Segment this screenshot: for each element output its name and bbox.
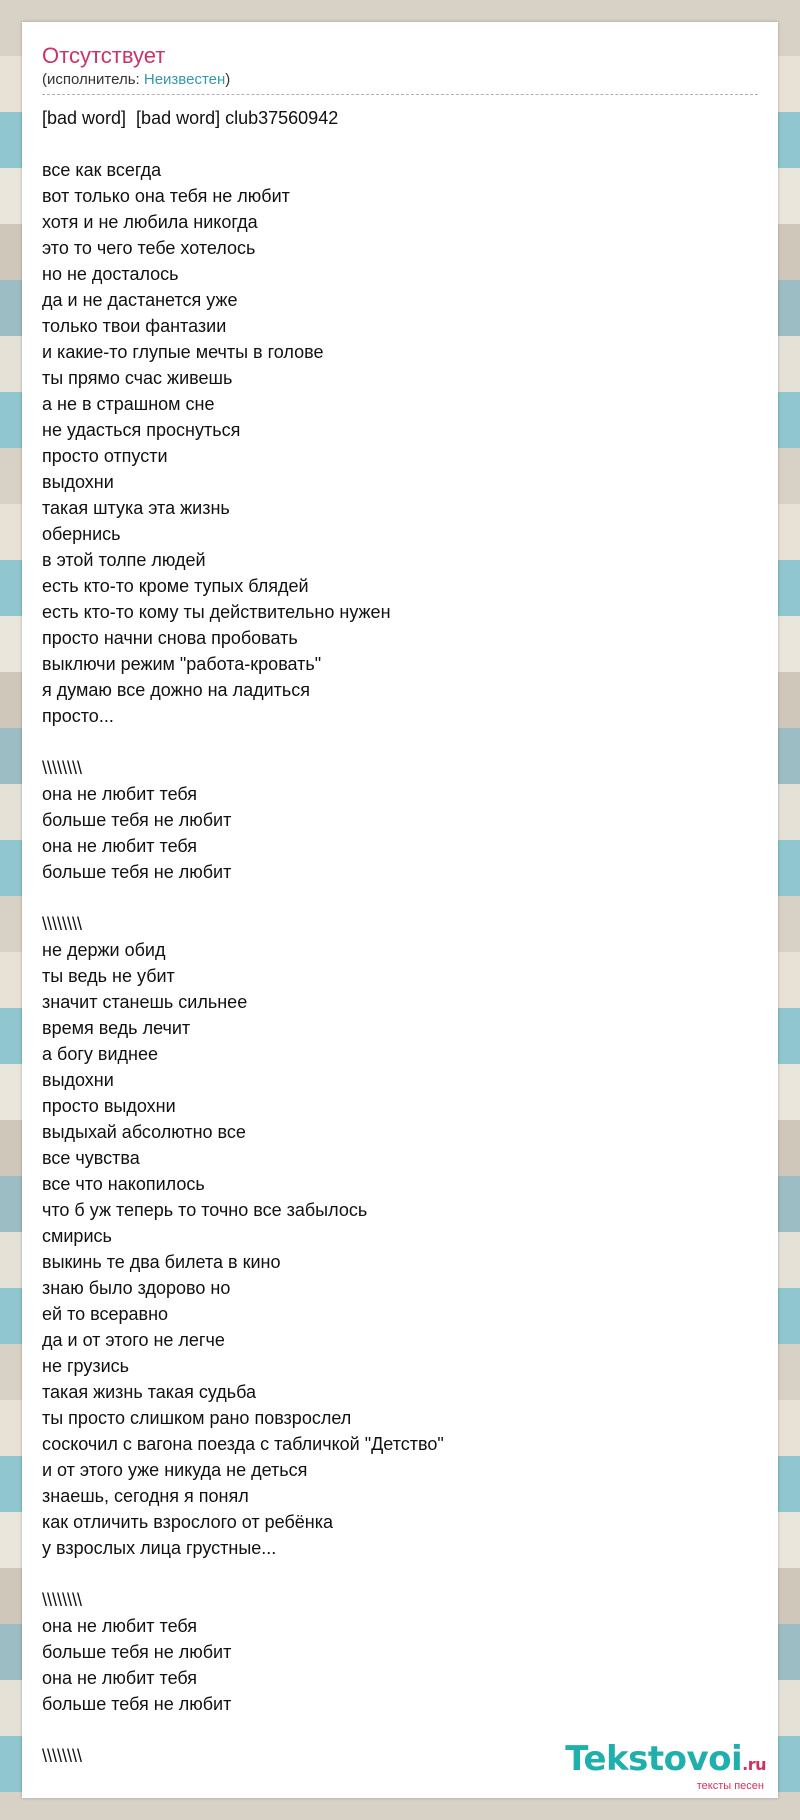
lyric-line: это то чего тебе хотелось — [42, 238, 256, 258]
logo-name: Tekstovoi — [565, 1739, 743, 1779]
lyric-line: и какие-то глупые мечты в голове — [42, 342, 324, 362]
lyric-line: знаешь, сегодня я понял — [42, 1486, 249, 1506]
lyric-line: вот только она тебя не любит — [42, 186, 290, 206]
lyric-line: просто отпусти — [42, 446, 168, 466]
lyric-line: больше тебя не любит — [42, 1694, 232, 1714]
lyric-line: ты ведь не убит — [42, 966, 175, 986]
logo-tagline: тексты песен — [696, 1780, 764, 1792]
lyric-line: \\\\\\\\ — [42, 1590, 83, 1610]
lyric-line — [42, 1561, 758, 1587]
lyric-line: выкинь те два билета в кино — [42, 1252, 281, 1272]
lyric-line — [42, 131, 758, 157]
artist-suffix: ) — [225, 71, 231, 88]
lyric-line: есть кто-то кому ты действительно нужен — [42, 602, 391, 622]
lyric-line: просто... — [42, 706, 114, 726]
lyric-line: выдыхай абсолютно все — [42, 1122, 246, 1142]
lyric-line: просто начни снова пробовать — [42, 628, 298, 648]
lyric-line: \\\\\\\\ — [42, 914, 83, 934]
logo-tld: .ru — [742, 1755, 766, 1774]
site-logo[interactable] — [565, 1740, 766, 1792]
lyric-line: больше тебя не любит — [42, 810, 232, 830]
lyric-line: она не любит тебя — [42, 1668, 198, 1688]
lyric-line: да и от этого не легче — [42, 1330, 225, 1350]
lyric-line: как отличить взрослого от ребёнка — [42, 1512, 333, 1532]
lyric-line: она не любит тебя — [42, 784, 198, 804]
lyric-line: ей то всеравно — [42, 1304, 169, 1324]
artist-prefix: (исполнитель: — [42, 71, 144, 88]
lyric-line: да и не дастанется уже — [42, 290, 238, 310]
lyric-line: не грузись — [42, 1356, 130, 1376]
lyric-line: выключи режим "работа-кровать" — [42, 654, 322, 674]
lyric-line: у взрослых лица грустные... — [42, 1538, 277, 1558]
lyric-line: больше тебя не любит — [42, 862, 232, 882]
lyric-line — [42, 885, 758, 911]
lyric-line: что б уж теперь то точно все забылось — [42, 1200, 368, 1220]
lyric-line: и от этого уже никуда не деться — [42, 1460, 308, 1480]
lyric-line: больше тебя не любит — [42, 1642, 232, 1662]
lyric-line: значит станешь сильнее — [42, 992, 248, 1012]
lyric-line: я думаю все дожно на ладиться — [42, 680, 311, 700]
lyric-line: но не досталось — [42, 264, 179, 284]
lyric-line: ты просто слишком рано повзрослел — [42, 1408, 352, 1428]
lyric-line: все чувства — [42, 1148, 140, 1168]
lyric-line: выдохни — [42, 1070, 114, 1090]
lyric-line: выдохни — [42, 472, 114, 492]
lyric-line: есть кто-то кроме тупых блядей — [42, 576, 309, 596]
lyric-line: ты прямо счас живешь — [42, 368, 233, 388]
lyric-line: хотя и не любила никогда — [42, 212, 258, 232]
lyric-line: не удасться проснуться — [42, 420, 241, 440]
lyric-line: она не любит тебя — [42, 836, 198, 856]
artist-line — [42, 70, 758, 95]
lyric-line: время ведь лечит — [42, 1018, 191, 1038]
lyric-line: смирись — [42, 1226, 112, 1246]
lyric-line — [42, 729, 758, 755]
artist-link[interactable]: Неизвестен — [143, 71, 226, 88]
lyric-line: \\\\\\\\ — [42, 758, 83, 778]
lyric-line: такая жизнь такая судьба — [42, 1382, 257, 1402]
lyric-line: только твои фантазии — [42, 316, 227, 336]
lyric-line: а богу виднее — [42, 1044, 158, 1064]
lyrics-text — [42, 105, 758, 1769]
lyric-line: знаю было здорово но — [42, 1278, 231, 1298]
lyric-line: она не любит тебя — [42, 1616, 198, 1636]
lyric-line: а не в страшном сне — [42, 394, 215, 414]
lyric-line: такая штука эта жизнь — [42, 498, 230, 518]
lyric-line: в этой толпе людей — [42, 550, 206, 570]
lyrics-card — [22, 22, 778, 1798]
lyric-line: не держи обид — [42, 940, 166, 960]
song-title: Отсутствует — [42, 43, 166, 68]
lyric-line: все что накопилось — [42, 1174, 205, 1194]
lyric-line: соскочил с вагона поезда с табличкой "Детство" — [42, 1434, 444, 1454]
lyric-line: все как всегда — [42, 160, 162, 180]
logo-wordmark — [565, 1740, 766, 1784]
lyric-line: просто выдохни — [42, 1096, 176, 1116]
lyric-line: [bad word] [bad word] club37560942 — [42, 108, 339, 128]
lyric-line: \\\\\\\\ — [42, 1746, 83, 1766]
lyric-line: обернись — [42, 524, 121, 544]
